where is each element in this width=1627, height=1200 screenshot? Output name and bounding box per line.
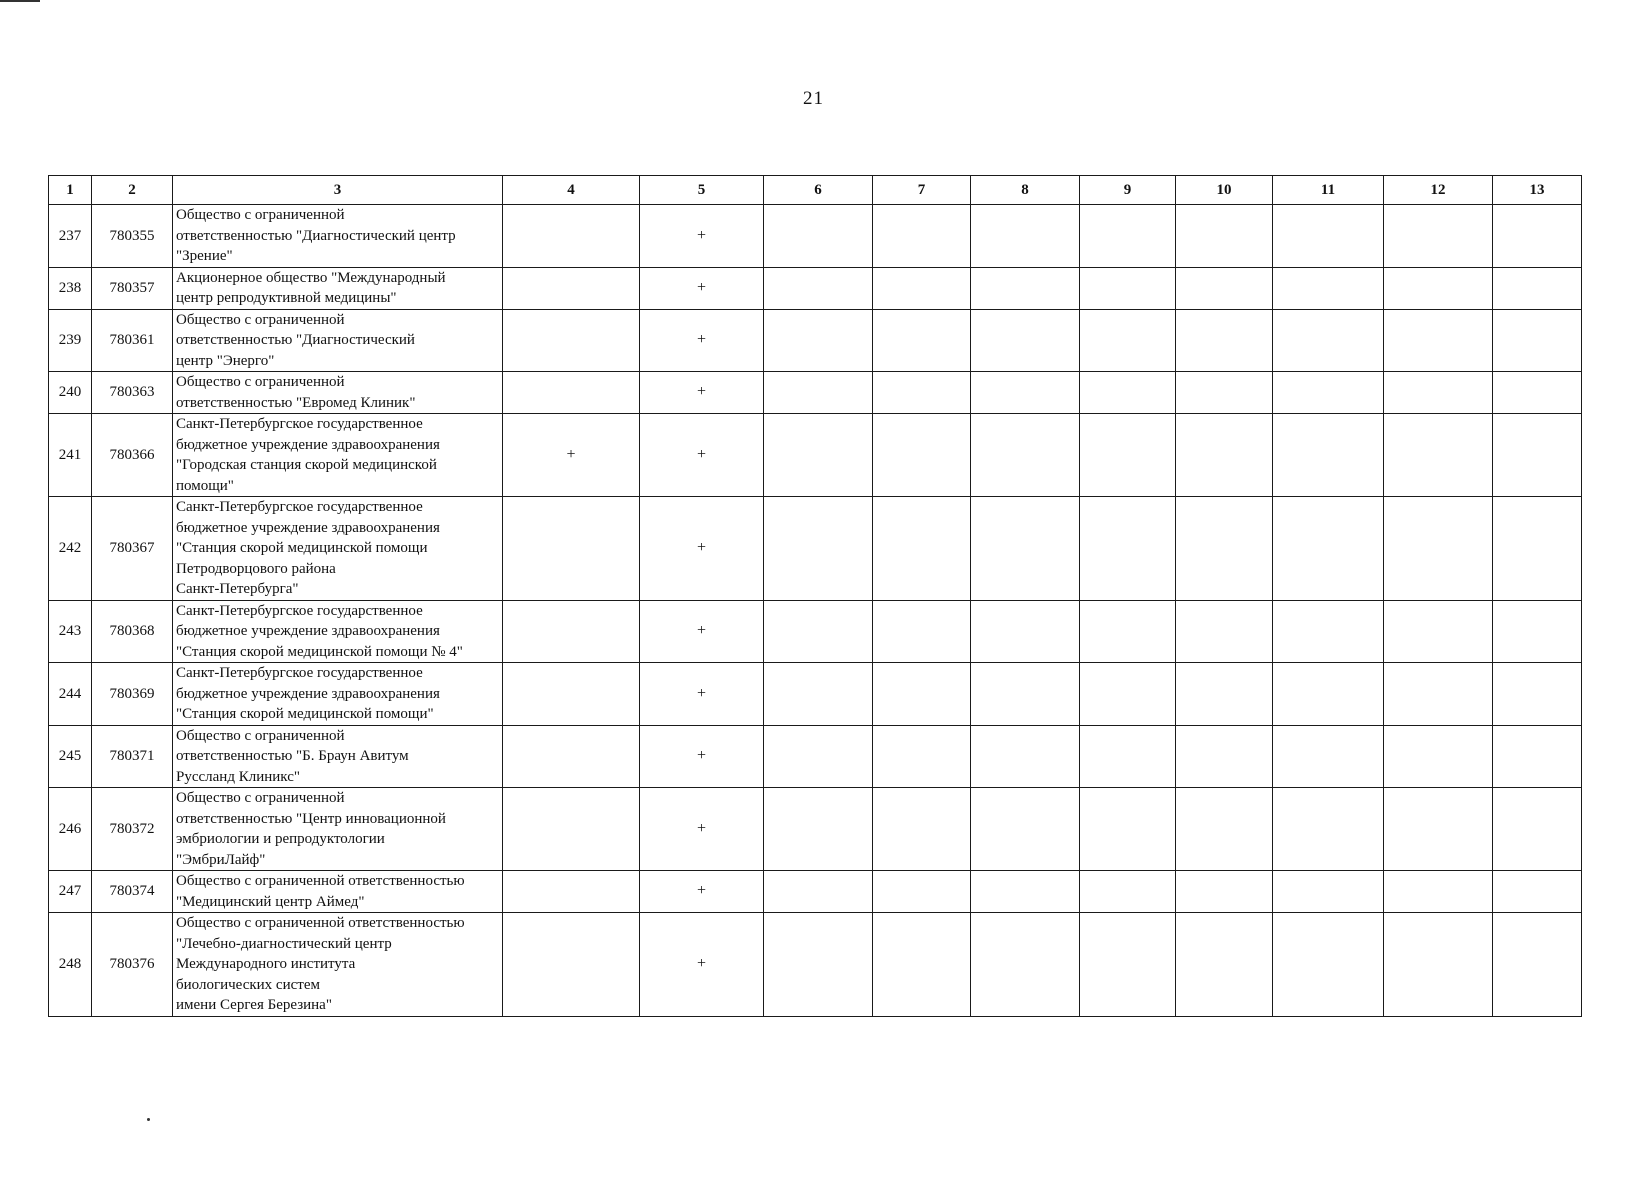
empty-cell-col-9 bbox=[1080, 414, 1176, 497]
column-header-12: 12 bbox=[1384, 176, 1493, 205]
column-header-11: 11 bbox=[1273, 176, 1384, 205]
org-name: Акционерное общество "Международный центр репродуктивной медицины" bbox=[173, 267, 503, 309]
empty-cell-col-12 bbox=[1384, 309, 1493, 372]
empty-cell-col-10 bbox=[1176, 205, 1273, 268]
mark-col-5: + bbox=[640, 913, 764, 1017]
column-header-13: 13 bbox=[1493, 176, 1582, 205]
row-number: 247 bbox=[49, 871, 92, 913]
empty-cell-col-7 bbox=[873, 205, 971, 268]
empty-cell-col-12 bbox=[1384, 497, 1493, 601]
empty-cell-col-8 bbox=[971, 205, 1080, 268]
mark-col-4 bbox=[503, 309, 640, 372]
empty-cell-col-10 bbox=[1176, 267, 1273, 309]
column-header-3: 3 bbox=[173, 176, 503, 205]
row-number: 244 bbox=[49, 663, 92, 726]
org-name: Санкт-Петербургское государственное бюджетное учреждение здравоохранения "Городская станция скорой медицинской помощи" bbox=[173, 414, 503, 497]
table-row bbox=[49, 600, 1582, 663]
empty-cell-col-10 bbox=[1176, 497, 1273, 601]
empty-cell-col-11 bbox=[1273, 309, 1384, 372]
row-number: 238 bbox=[49, 267, 92, 309]
empty-cell-col-9 bbox=[1080, 913, 1176, 1017]
empty-cell-col-11 bbox=[1273, 414, 1384, 497]
org-code: 780367 bbox=[92, 497, 173, 601]
empty-cell-col-6 bbox=[764, 913, 873, 1017]
mark-col-4: + bbox=[503, 414, 640, 497]
empty-cell-col-11 bbox=[1273, 372, 1384, 414]
empty-cell-col-8 bbox=[971, 913, 1080, 1017]
column-header-1: 1 bbox=[49, 176, 92, 205]
mark-col-5: + bbox=[640, 205, 764, 268]
empty-cell-col-7 bbox=[873, 788, 971, 871]
org-name: Общество с ограниченной ответственностью "Лечебно-диагностический центр Международного института биологических систем имени Сергея Березина" bbox=[173, 913, 503, 1017]
empty-cell-col-13 bbox=[1493, 725, 1582, 788]
empty-cell-col-11 bbox=[1273, 600, 1384, 663]
empty-cell-col-9 bbox=[1080, 663, 1176, 726]
row-number: 237 bbox=[49, 205, 92, 268]
empty-cell-col-11 bbox=[1273, 725, 1384, 788]
mark-col-4 bbox=[503, 788, 640, 871]
org-name: Санкт-Петербургское государственное бюджетное учреждение здравоохранения "Станция скорой медицинской помощи № 4" bbox=[173, 600, 503, 663]
empty-cell-col-13 bbox=[1493, 497, 1582, 601]
empty-cell-col-13 bbox=[1493, 788, 1582, 871]
header-row bbox=[49, 176, 1582, 205]
empty-cell-col-12 bbox=[1384, 267, 1493, 309]
empty-cell-col-9 bbox=[1080, 788, 1176, 871]
org-name: Общество с ограниченной ответственностью "Медицинский центр Аймед" bbox=[173, 871, 503, 913]
empty-cell-col-13 bbox=[1493, 414, 1582, 497]
empty-cell-col-13 bbox=[1493, 372, 1582, 414]
empty-cell-col-13 bbox=[1493, 913, 1582, 1017]
table-row bbox=[49, 871, 1582, 913]
org-name: Общество с ограниченной ответственностью "Центр инновационной эмбриологии и репродуктологии "ЭмбриЛайф" bbox=[173, 788, 503, 871]
column-header-4: 4 bbox=[503, 176, 640, 205]
empty-cell-col-6 bbox=[764, 372, 873, 414]
empty-cell-col-10 bbox=[1176, 913, 1273, 1017]
empty-cell-col-11 bbox=[1273, 663, 1384, 726]
row-number: 242 bbox=[49, 497, 92, 601]
empty-cell-col-9 bbox=[1080, 205, 1176, 268]
mark-col-4 bbox=[503, 663, 640, 726]
column-header-9: 9 bbox=[1080, 176, 1176, 205]
empty-cell-col-11 bbox=[1273, 913, 1384, 1017]
org-code: 780376 bbox=[92, 913, 173, 1017]
empty-cell-col-9 bbox=[1080, 600, 1176, 663]
empty-cell-col-6 bbox=[764, 725, 873, 788]
empty-cell-col-8 bbox=[971, 871, 1080, 913]
empty-cell-col-13 bbox=[1493, 267, 1582, 309]
row-number: 240 bbox=[49, 372, 92, 414]
page-number: 21 bbox=[803, 88, 824, 109]
empty-cell-col-12 bbox=[1384, 871, 1493, 913]
empty-cell-col-13 bbox=[1493, 205, 1582, 268]
empty-cell-col-7 bbox=[873, 871, 971, 913]
row-number: 246 bbox=[49, 788, 92, 871]
org-code: 780372 bbox=[92, 788, 173, 871]
empty-cell-col-11 bbox=[1273, 497, 1384, 601]
empty-cell-col-6 bbox=[764, 497, 873, 601]
org-code: 780369 bbox=[92, 663, 173, 726]
empty-cell-col-8 bbox=[971, 600, 1080, 663]
mark-col-4 bbox=[503, 913, 640, 1017]
org-code: 780361 bbox=[92, 309, 173, 372]
empty-cell-col-12 bbox=[1384, 788, 1493, 871]
table-row bbox=[49, 267, 1582, 309]
empty-cell-col-12 bbox=[1384, 205, 1493, 268]
empty-cell-col-13 bbox=[1493, 600, 1582, 663]
empty-cell-col-6 bbox=[764, 871, 873, 913]
mark-col-4 bbox=[503, 497, 640, 601]
table-row bbox=[49, 414, 1582, 497]
column-header-10: 10 bbox=[1176, 176, 1273, 205]
org-name: Общество с ограниченной ответственностью "Б. Браун Авитум Руссланд Клиникс" bbox=[173, 725, 503, 788]
column-header-5: 5 bbox=[640, 176, 764, 205]
table-header bbox=[49, 176, 1582, 205]
empty-cell-col-9 bbox=[1080, 497, 1176, 601]
empty-cell-col-9 bbox=[1080, 725, 1176, 788]
empty-cell-col-11 bbox=[1273, 788, 1384, 871]
row-number: 239 bbox=[49, 309, 92, 372]
mark-col-4 bbox=[503, 267, 640, 309]
empty-cell-col-6 bbox=[764, 205, 873, 268]
mark-col-4 bbox=[503, 871, 640, 913]
empty-cell-col-8 bbox=[971, 267, 1080, 309]
org-code: 780368 bbox=[92, 600, 173, 663]
table-row bbox=[49, 497, 1582, 601]
empty-cell-col-7 bbox=[873, 497, 971, 601]
mark-col-5: + bbox=[640, 372, 764, 414]
mark-col-5: + bbox=[640, 497, 764, 601]
empty-cell-col-9 bbox=[1080, 372, 1176, 414]
empty-cell-col-9 bbox=[1080, 267, 1176, 309]
empty-cell-col-11 bbox=[1273, 267, 1384, 309]
org-code: 780355 bbox=[92, 205, 173, 268]
mark-col-5: + bbox=[640, 725, 764, 788]
empty-cell-col-7 bbox=[873, 372, 971, 414]
empty-cell-col-10 bbox=[1176, 372, 1273, 414]
mark-col-5: + bbox=[640, 309, 764, 372]
table-row bbox=[49, 309, 1582, 372]
table-row bbox=[49, 913, 1582, 1017]
empty-cell-col-10 bbox=[1176, 309, 1273, 372]
empty-cell-col-8 bbox=[971, 497, 1080, 601]
mark-col-5: + bbox=[640, 267, 764, 309]
empty-cell-col-12 bbox=[1384, 725, 1493, 788]
mark-col-4 bbox=[503, 205, 640, 268]
scan-corner-mark bbox=[0, 0, 40, 2]
empty-cell-col-13 bbox=[1493, 871, 1582, 913]
empty-cell-col-7 bbox=[873, 725, 971, 788]
org-name: Общество с ограниченной ответственностью "Диагностический центр "Энерго" bbox=[173, 309, 503, 372]
column-header-8: 8 bbox=[971, 176, 1080, 205]
empty-cell-col-12 bbox=[1384, 663, 1493, 726]
empty-cell-col-8 bbox=[971, 309, 1080, 372]
mark-col-4 bbox=[503, 600, 640, 663]
empty-cell-col-8 bbox=[971, 414, 1080, 497]
empty-cell-col-6 bbox=[764, 267, 873, 309]
empty-cell-col-7 bbox=[873, 267, 971, 309]
empty-cell-col-8 bbox=[971, 725, 1080, 788]
table-row bbox=[49, 788, 1582, 871]
table-body bbox=[49, 205, 1582, 1017]
empty-cell-col-12 bbox=[1384, 600, 1493, 663]
empty-cell-col-8 bbox=[971, 372, 1080, 414]
org-code: 780357 bbox=[92, 267, 173, 309]
row-number: 248 bbox=[49, 913, 92, 1017]
column-header-7: 7 bbox=[873, 176, 971, 205]
mark-col-5: + bbox=[640, 663, 764, 726]
empty-cell-col-12 bbox=[1384, 372, 1493, 414]
empty-cell-col-9 bbox=[1080, 309, 1176, 372]
table-row bbox=[49, 205, 1582, 268]
empty-cell-col-13 bbox=[1493, 663, 1582, 726]
empty-cell-col-10 bbox=[1176, 788, 1273, 871]
mark-col-5: + bbox=[640, 600, 764, 663]
mark-col-5: + bbox=[640, 414, 764, 497]
empty-cell-col-7 bbox=[873, 414, 971, 497]
mark-col-4 bbox=[503, 372, 640, 414]
empty-cell-col-10 bbox=[1176, 414, 1273, 497]
mark-col-5: + bbox=[640, 871, 764, 913]
empty-cell-col-7 bbox=[873, 309, 971, 372]
mark-col-4 bbox=[503, 725, 640, 788]
mark-col-5: + bbox=[640, 788, 764, 871]
empty-cell-col-6 bbox=[764, 600, 873, 663]
empty-cell-col-10 bbox=[1176, 871, 1273, 913]
table-row bbox=[49, 663, 1582, 726]
row-number: 241 bbox=[49, 414, 92, 497]
empty-cell-col-12 bbox=[1384, 414, 1493, 497]
org-code: 780371 bbox=[92, 725, 173, 788]
empty-cell-col-8 bbox=[971, 788, 1080, 871]
org-code: 780374 bbox=[92, 871, 173, 913]
empty-cell-col-6 bbox=[764, 414, 873, 497]
empty-cell-col-6 bbox=[764, 663, 873, 726]
column-header-2: 2 bbox=[92, 176, 173, 205]
empty-cell-col-6 bbox=[764, 788, 873, 871]
org-code: 780363 bbox=[92, 372, 173, 414]
empty-cell-col-6 bbox=[764, 309, 873, 372]
empty-cell-col-10 bbox=[1176, 600, 1273, 663]
org-name: Общество с ограниченной ответственностью "Евромед Клиник" bbox=[173, 372, 503, 414]
scan-dot bbox=[147, 1118, 150, 1121]
empty-cell-col-13 bbox=[1493, 309, 1582, 372]
empty-cell-col-9 bbox=[1080, 871, 1176, 913]
table-row bbox=[49, 372, 1582, 414]
empty-cell-col-11 bbox=[1273, 871, 1384, 913]
org-name: Санкт-Петербургское государственное бюджетное учреждение здравоохранения "Станция скорой медицинской помощи" bbox=[173, 663, 503, 726]
empty-cell-col-10 bbox=[1176, 663, 1273, 726]
empty-cell-col-12 bbox=[1384, 913, 1493, 1017]
empty-cell-col-7 bbox=[873, 663, 971, 726]
register-table bbox=[48, 175, 1582, 1017]
org-name: Общество с ограниченной ответственностью "Диагностический центр "Зрение" bbox=[173, 205, 503, 268]
column-header-6: 6 bbox=[764, 176, 873, 205]
row-number: 245 bbox=[49, 725, 92, 788]
row-number: 243 bbox=[49, 600, 92, 663]
empty-cell-col-7 bbox=[873, 600, 971, 663]
org-name: Санкт-Петербургское государственное бюджетное учреждение здравоохранения "Станция скорой медицинской помощи Петродворцового района Санкт-Петербурга" bbox=[173, 497, 503, 601]
empty-cell-col-11 bbox=[1273, 205, 1384, 268]
empty-cell-col-10 bbox=[1176, 725, 1273, 788]
empty-cell-col-8 bbox=[971, 663, 1080, 726]
empty-cell-col-7 bbox=[873, 913, 971, 1017]
org-code: 780366 bbox=[92, 414, 173, 497]
table-row bbox=[49, 725, 1582, 788]
